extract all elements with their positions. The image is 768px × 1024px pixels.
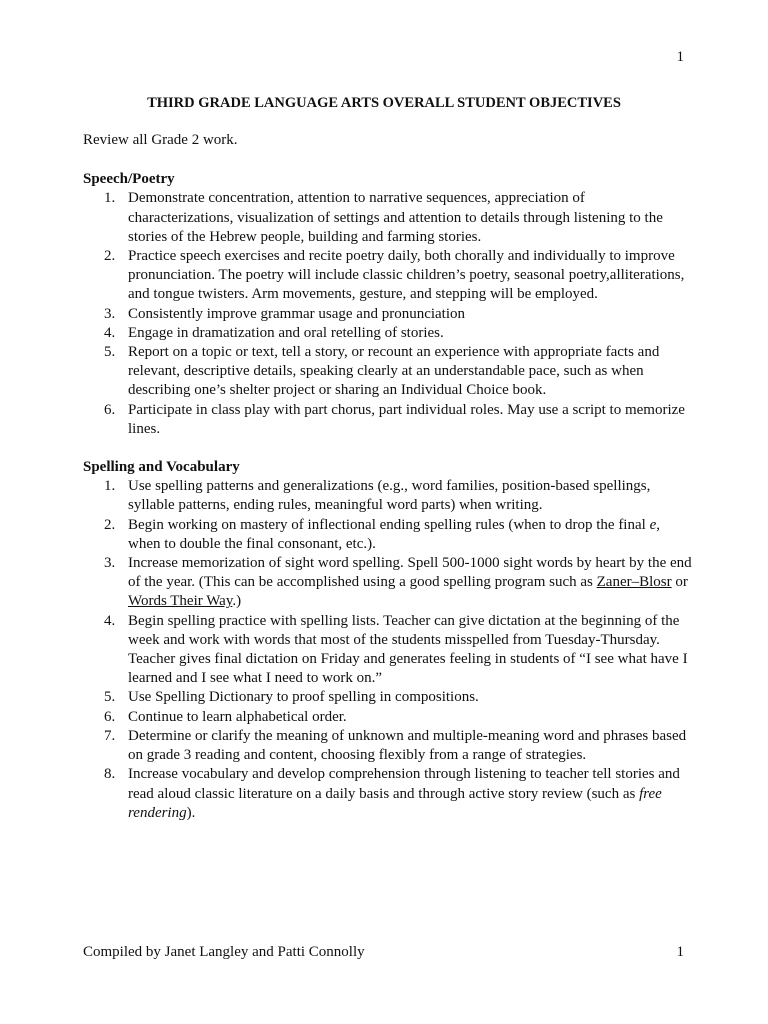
list-item bbox=[83, 343, 693, 401]
footer-credit: Compiled by Janet Langley and Patti Connolly bbox=[83, 944, 365, 960]
item-text: Practice speech exercises and recite poetry daily, both chorally and individually to improve pronunciation. The poetry will include classic children’s poetry, seasonal poetry,alliterations, and tongue twisters. Arm movements, gesture, and stepping will be employed. bbox=[128, 248, 685, 303]
item-number: 2. bbox=[104, 248, 116, 265]
list-item bbox=[83, 324, 693, 343]
item-number: 5. bbox=[104, 689, 116, 706]
list-item bbox=[83, 765, 693, 823]
item-number: 5. bbox=[104, 344, 116, 361]
document-body bbox=[83, 131, 693, 842]
speech-poetry-list bbox=[83, 189, 693, 439]
item-text-end: ). bbox=[186, 804, 196, 821]
item-number: 2. bbox=[104, 516, 116, 533]
intro-text: Review all Grade 2 work. bbox=[83, 132, 238, 148]
list-item bbox=[83, 516, 693, 554]
document-title: THIRD GRADE LANGUAGE ARTS OVERALL STUDENT OBJECTIVES bbox=[147, 95, 621, 111]
item-text: Continue to learn alphabetical order. bbox=[128, 708, 347, 725]
header-page-number: 1 bbox=[676, 49, 684, 65]
spelling-vocabulary-list bbox=[83, 477, 693, 823]
item-text: Use Spelling Dictionary to proof spelling in compositions. bbox=[128, 689, 479, 706]
item-number: 8. bbox=[104, 766, 116, 783]
list-item bbox=[83, 477, 693, 515]
item-number: 3. bbox=[104, 305, 116, 322]
item-text-end: .) bbox=[232, 593, 242, 610]
item-text: Participate in class play with part chorus, part individual roles. May use a script to memorize lines. bbox=[128, 401, 685, 437]
list-item bbox=[83, 305, 693, 324]
item-number: 1. bbox=[104, 190, 116, 207]
list-item bbox=[83, 401, 693, 439]
list-item bbox=[83, 708, 693, 727]
list-item bbox=[83, 247, 693, 305]
item-text-start: Begin working on mastery of inflectional ending spelling rules (when to drop the final bbox=[128, 516, 650, 533]
item-text: Report on a topic or text, tell a story, or recount an experience with appropriate facts and relevant, descriptive details, speaking clearly at an understandable pace, such as when describing one’s shelter project or sharing an Individual Choice book. bbox=[128, 344, 660, 399]
spelling-vocabulary-heading: Spelling and Vocabulary bbox=[83, 459, 240, 476]
list-item bbox=[83, 189, 693, 247]
item-text-middle: or bbox=[671, 574, 688, 591]
list-item bbox=[83, 554, 693, 612]
speech-poetry-heading: Speech/Poetry bbox=[83, 171, 175, 188]
item-emphasis: e bbox=[649, 516, 657, 533]
item-text-start: Increase memorization of sight word spelling. Spell 500-1000 sight words by heart by the end of the year. (This can be accomplished using a good spelling program such as bbox=[128, 555, 692, 591]
item-text: Demonstrate concentration, attention to narrative sequences, appreciation of characterizations, visualization of settings and attention to details through listening to the stories of the Hebrew people, building and farming stories. bbox=[128, 190, 663, 245]
item-text-start: Increase vocabulary and develop comprehension through listening to teacher tell stories and read aloud classic literature on a daily basis and through active story review (such as bbox=[128, 766, 680, 802]
item-text: Begin spelling practice with spelling lists. Teacher can give dictation at the beginning of the week and work with words that most of the students misspelled from Tuesday-Thursday. Teacher gives final dictation on Friday and generates feeling in students of “I see what have I learned and I see what I need to work on.” bbox=[128, 612, 688, 687]
program-name-words-their-way: Words Their Way bbox=[128, 593, 233, 610]
item-text: Engage in dramatization and oral retelling of stories. bbox=[128, 324, 444, 341]
list-item bbox=[83, 612, 693, 689]
item-number: 3. bbox=[104, 555, 116, 572]
footer-page-number: 1 bbox=[676, 944, 684, 960]
item-number: 4. bbox=[104, 324, 116, 341]
program-name-zaner-blosr: Zaner–Blosr bbox=[596, 574, 672, 591]
list-item bbox=[83, 688, 693, 707]
item-number: 6. bbox=[104, 708, 116, 725]
item-number: 7. bbox=[104, 727, 116, 744]
item-text: Determine or clarify the meaning of unknown and multiple-meaning word and phrases based on grade 3 reading and content, choosing flexibly from a range of strategies. bbox=[128, 727, 687, 764]
item-text: Use spelling patterns and generalizations (e.g., word families, position-based spellings, syllable patterns, ending rules, meaningful word parts) when writing. bbox=[128, 478, 651, 514]
item-text-end: , when to double the final consonant, etc.). bbox=[128, 516, 660, 552]
item-text: Consistently improve grammar usage and pronunciation bbox=[128, 305, 466, 322]
item-number: 1. bbox=[104, 478, 116, 495]
item-number: 4. bbox=[104, 612, 116, 629]
item-number: 6. bbox=[104, 401, 116, 418]
list-item bbox=[83, 727, 693, 765]
item-emphasis: free rendering bbox=[128, 785, 662, 821]
